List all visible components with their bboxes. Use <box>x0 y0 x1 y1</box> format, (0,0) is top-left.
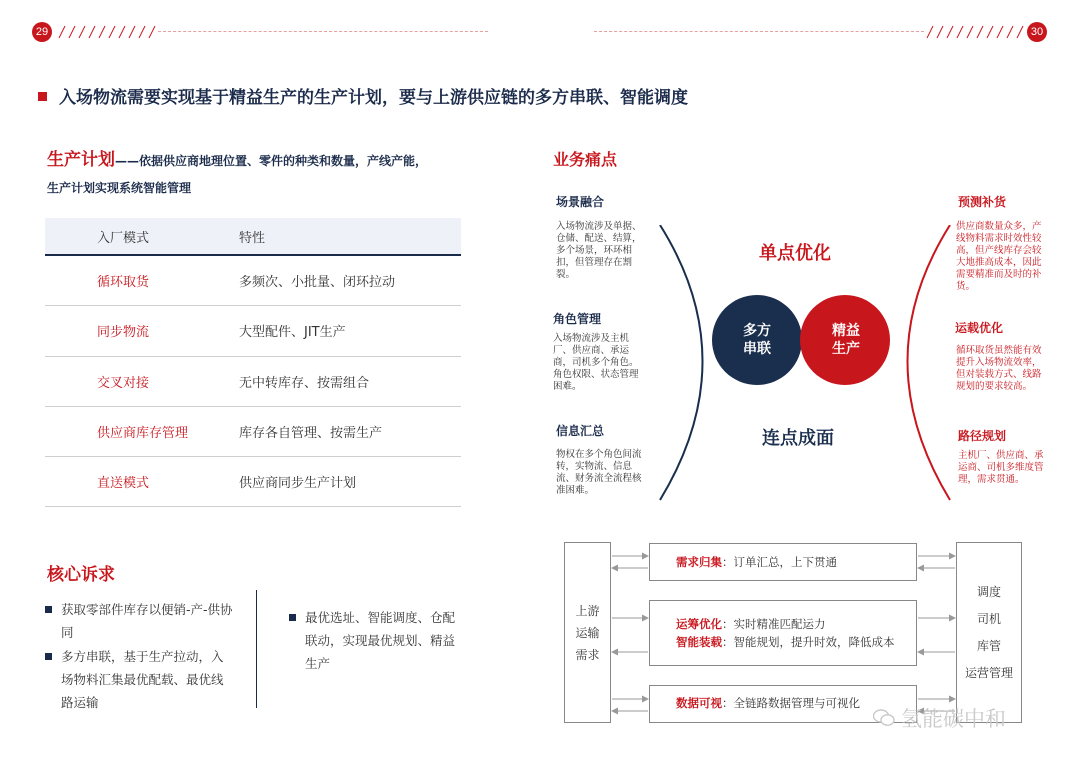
row-mode: 同步物流 <box>97 325 150 341</box>
hatch-decoration-right <box>925 25 1025 39</box>
circle-left-label <box>722 322 792 358</box>
demand-text <box>676 552 837 572</box>
dispatch-line: 调度 <box>976 585 1001 599</box>
pain-left-head: 信息汇总 <box>556 424 605 438</box>
row-mode: 供应商库存管理 <box>97 426 189 442</box>
plan-desc-line2: 生产计划实现系统智能管理 <box>47 181 192 195</box>
core-list-left <box>45 598 235 714</box>
row-mode: 直送模式 <box>97 476 150 492</box>
watermark-text: 氢能碳中和 <box>901 707 1006 731</box>
row-feature: 无中转库存、按需组合 <box>239 375 370 391</box>
header-feature: 特性 <box>239 230 266 246</box>
row-mode: 交叉对接 <box>97 375 150 391</box>
wechat-icon <box>873 709 895 727</box>
pain-right-text: 供应商数量众多，产线物料需求时效性较高，但产线库存会较大地推高成本，因此需要精准而及时的补货。 <box>956 221 1042 292</box>
row-feature: 库存各自管理、按需生产 <box>239 426 383 442</box>
pain-right-head: 路径规划 <box>958 429 1007 443</box>
pain-center-diagram <box>650 225 960 515</box>
pain-left-text: 入场物流涉及主机厂、供应商、承运商，司机多个角色。角色权限、状态管理困难。 <box>553 333 639 392</box>
optimization-desc: ：实时精准匹配运力 <box>722 617 826 631</box>
plan-title: 生产计划 <box>47 150 115 170</box>
optimization-text <box>676 614 826 634</box>
circle-left-line1: 多方 <box>743 323 771 339</box>
core-list-right <box>289 606 464 675</box>
page-number-left: 29 <box>32 22 52 42</box>
plan-title-block <box>47 147 467 201</box>
core-item: 最优选址、智能调度、仓配联动，实现最优规划、精益生产 <box>289 606 464 675</box>
visual-highlight: 数据可视 <box>676 696 722 710</box>
right-arc <box>908 225 951 500</box>
single-point-label: 单点优化 <box>759 243 831 264</box>
inbound-mode-table <box>45 218 461 507</box>
left-arc <box>660 225 703 500</box>
circle-right-label <box>811 322 881 358</box>
table-row <box>45 457 461 507</box>
table-header <box>45 218 461 256</box>
pain-right-head: 运载优化 <box>955 321 1004 335</box>
dispatch-label <box>956 579 1022 687</box>
dispatch-line: 运营管理 <box>964 666 1013 680</box>
core-item: 获取零部件库存以便销-产-供协同 <box>45 598 235 644</box>
dispatch-line: 司机 <box>976 612 1001 626</box>
row-feature: 供应商同步生产计划 <box>239 476 357 492</box>
pain-left-text: 入场物流涉及单据、仓储、配送、结算，多个场景，环环相扣，但管理存在割裂。 <box>556 221 642 280</box>
optimization-highlight: 运筹优化 <box>676 617 722 631</box>
upstream-line: 上游 <box>575 604 600 618</box>
pain-left-head: 场景融合 <box>556 195 605 209</box>
page-number-right: 30 <box>1027 22 1047 42</box>
table-row <box>45 357 461 407</box>
hatch-decoration-left <box>57 25 157 39</box>
upstream-line: 需求 <box>575 648 600 662</box>
pain-title: 业务痛点 <box>553 150 618 169</box>
table-row <box>45 256 461 306</box>
header-mode: 入厂模式 <box>97 230 150 246</box>
row-feature: 多频次、小批量、闭环拉动 <box>239 275 396 291</box>
circle-right-line2: 生产 <box>832 341 860 357</box>
demand-highlight: 需求归集 <box>676 555 722 569</box>
loading-highlight: 智能装载 <box>676 635 722 649</box>
row-feature: 大型配件、JIT生产 <box>239 325 346 341</box>
pain-right-text: 主机厂、供应商、承运商、司机多维度管理，需求贯通。 <box>958 450 1044 485</box>
connect-points-label: 连点成面 <box>762 428 834 449</box>
pain-left-text: 物权在多个角色间流转，实物流、信息流、财务流全流程核准困难。 <box>556 449 642 496</box>
loading-desc: ：智能规划，提升时效，降低成本 <box>722 635 895 649</box>
pain-left-head: 角色管理 <box>553 312 602 326</box>
circle-left-line2: 串联 <box>743 341 771 357</box>
core-item: 多方串联，基于生产拉动，入场物料汇集最优配载、最优线路运输 <box>45 645 235 714</box>
core-divider <box>256 590 257 708</box>
pain-right-head: 预测补货 <box>958 195 1007 209</box>
dispatch-line: 库管 <box>976 639 1001 653</box>
page-heading-text: 入场物流需要实现基于精益生产的生产计划，要与上游供应链的多方串联、智能调度 <box>59 88 688 108</box>
visual-text <box>676 693 860 713</box>
table-row <box>45 306 461 356</box>
core-title: 核心诉求 <box>47 565 115 585</box>
circle-right-line1: 精益 <box>832 323 860 339</box>
loading-text <box>676 632 895 652</box>
page-heading <box>38 83 688 108</box>
table-row <box>45 407 461 457</box>
demand-desc: ：订单汇总，上下贯通 <box>722 555 837 569</box>
dashed-rule-left <box>158 31 488 32</box>
row-mode: 循环取货 <box>97 275 150 291</box>
pain-right-text: 循环取货虽然能有效提升入场物流效率，但对装载方式、线路规划的要求较高。 <box>956 345 1042 392</box>
watermark <box>873 703 1006 733</box>
upstream-line: 运输 <box>575 626 600 640</box>
dashed-rule-right <box>594 31 924 32</box>
plan-desc-line1: ——依据供应商地理位置、零件的种类和数量，产线产能， <box>115 154 428 168</box>
heading-bullet <box>38 92 47 101</box>
visual-desc: ：全链路数据管理与可视化 <box>722 696 860 710</box>
upstream-label <box>564 600 611 666</box>
